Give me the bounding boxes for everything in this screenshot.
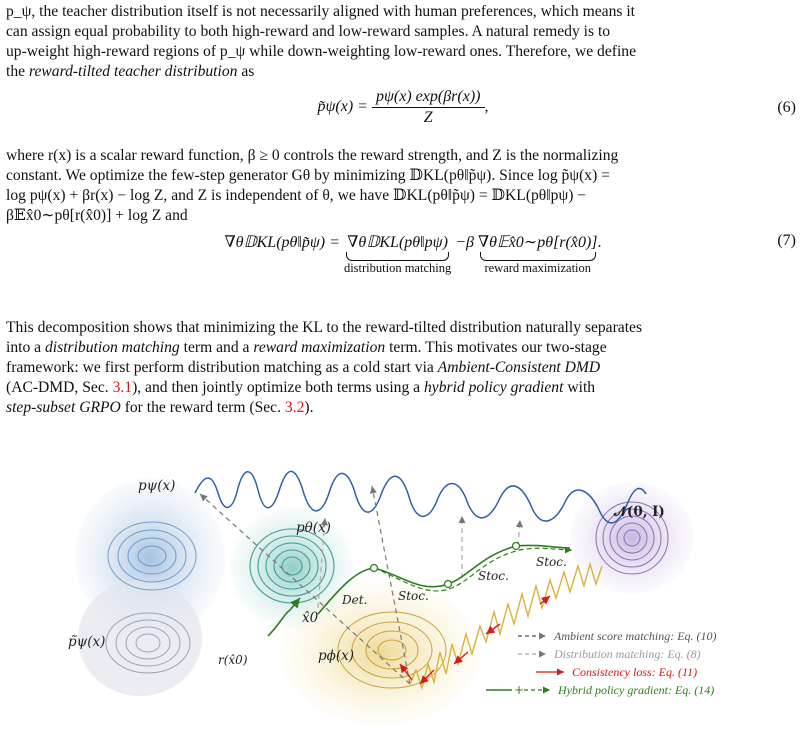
term-reward-tilted: reward-tilted teacher distribution (28, 63, 238, 80)
label-p-tilde-psi: p̃ψ(x) (68, 634, 106, 650)
eq7-label-distribution-matching: distribution matching (343, 261, 452, 275)
label-x0: x̂0 (302, 610, 319, 626)
label-stoc-3: Stoc. (536, 555, 567, 569)
legend-distribution-matching (518, 647, 701, 661)
equation-7: ∇θ𝔻KL(pθ‖p̃ψ) = ∇θ𝔻KL(pθ‖pψ) distribution matching −β ∇θ𝔼x̂0∼pθ[r(x̂0)] reward maximization . (7) (224, 232, 796, 275)
teacher-distribution-blob (75, 478, 225, 696)
label-p-psi: pψ(x) (138, 478, 176, 494)
eq6-fraction (372, 88, 485, 127)
para3-line1: This decomposition shows that minimizing the KL to the reward-tilted distribution naturally separates (6, 319, 643, 336)
eq7-number: (7) (777, 232, 796, 249)
eq7-minus: −β (455, 234, 474, 251)
legend-consistency-loss (536, 665, 697, 679)
label-stoc-1: Stoc. (398, 589, 429, 603)
eq6-lhs: p̃ψ(x) = (317, 98, 368, 116)
equation-6: p̃ψ(x) = $\frac{p\psi(x) \exp(\beta r(x))}{Z}$ , (6) (317, 88, 796, 126)
eq7-term1: ∇θ𝔻KL(pθ‖pψ) (347, 234, 448, 251)
para2-line1: where r(x) is a scalar reward function, β ≥ 0 controls the reward strength, and Z is the normalizing (6, 147, 619, 164)
para2-line4: β𝔼x̂0∼pθ[r(x̂0)] + log Z and (6, 207, 188, 224)
para1-line3: up-weight high-reward regions of p_ψ while down-weighting low-reward ones. Therefore, we define (6, 43, 636, 60)
method-figure (0, 438, 806, 734)
label-p-theta: pθ(x) (296, 520, 331, 536)
eq6-numerator: pψ(x) exp(βr(x)) (372, 88, 485, 108)
legend-ambient-score-matching (518, 629, 717, 643)
paragraph-3 (6, 318, 796, 418)
section-ref-3-2[interactable]: 3.2 (284, 399, 305, 416)
svg-text:+: + (514, 683, 525, 697)
para1-line4: the reward-tilted teacher distribution as (6, 63, 255, 80)
para3-line5: step-subset GRPO for the reward term (Sec. 3.2). (6, 399, 314, 416)
para1-line2: can assign equal probability to both high-reward and low-reward samples. A natural remedy is to (6, 23, 611, 40)
eq7-underbrace-2 (478, 232, 598, 275)
paragraph-2 (6, 146, 796, 226)
noise-distribution-blob (570, 482, 694, 594)
label-reward: r(x̂0) (218, 653, 248, 667)
para3-line2: into a distribution matching term and a reward maximization term. This motivates our two-stage (6, 339, 607, 356)
figure-legend (486, 629, 717, 697)
label-p-phi: pϕ(x) (318, 648, 354, 664)
eq7-lhs: ∇θ𝔻KL(pθ‖p̃ψ) = (224, 234, 340, 251)
eq6-number: (6) (777, 99, 796, 116)
svg-text:Distribution matching: Eq. (8): Distribution matching: Eq. (8) (554, 647, 701, 661)
eq7-label-reward-maximization: reward maximization (484, 261, 592, 275)
paragraph-1 (6, 2, 796, 82)
eq7-term2: ∇θ𝔼x̂0∼pθ[r(x̂0)] (478, 234, 598, 251)
eq7-underbrace-1 (344, 232, 451, 275)
eq6-denominator: Z (423, 109, 433, 126)
para1-line1: p_ψ, the teacher distribution itself is not necessarily aligned with human preferences, which means it (6, 3, 635, 20)
section-ref-3-1[interactable]: 3.1 (112, 379, 133, 396)
para3-line3: framework: we first perform distribution matching as a cold start via Ambient-Consistent DMD (6, 359, 601, 376)
label-stoc-2: Stoc. (478, 569, 509, 583)
label-normal: 𝒩(0, I) (614, 504, 665, 520)
svg-text:Ambient score matching: Eq. (: Ambient score matching: Eq. (10) (554, 629, 717, 643)
para2-line2: constant. We optimize the few-step generator Gθ by minimizing 𝔻KL(pθ‖p̃ψ). Since log p̃ψ(x) = (6, 167, 610, 184)
svg-text:Hybrid policy gradient: Eq. (1: Hybrid policy gradient: Eq. (14) (558, 683, 715, 697)
label-det: Det. (342, 593, 368, 607)
legend-hybrid-policy-gradient (486, 683, 714, 697)
para2-line3: log pψ(x) + βr(x) − log Z, and Z is independent of θ, we have 𝔻KL(pθ‖p̃ψ) = 𝔻KL(pθ‖pψ) − (6, 187, 587, 204)
svg-text:Consistency loss: Eq. (11): Consistency loss: Eq. (11) (572, 665, 698, 679)
para3-line4: (AC-DMD, Sec. 3.1), and then jointly optimize both terms using a hybrid policy gradient with (6, 379, 596, 396)
